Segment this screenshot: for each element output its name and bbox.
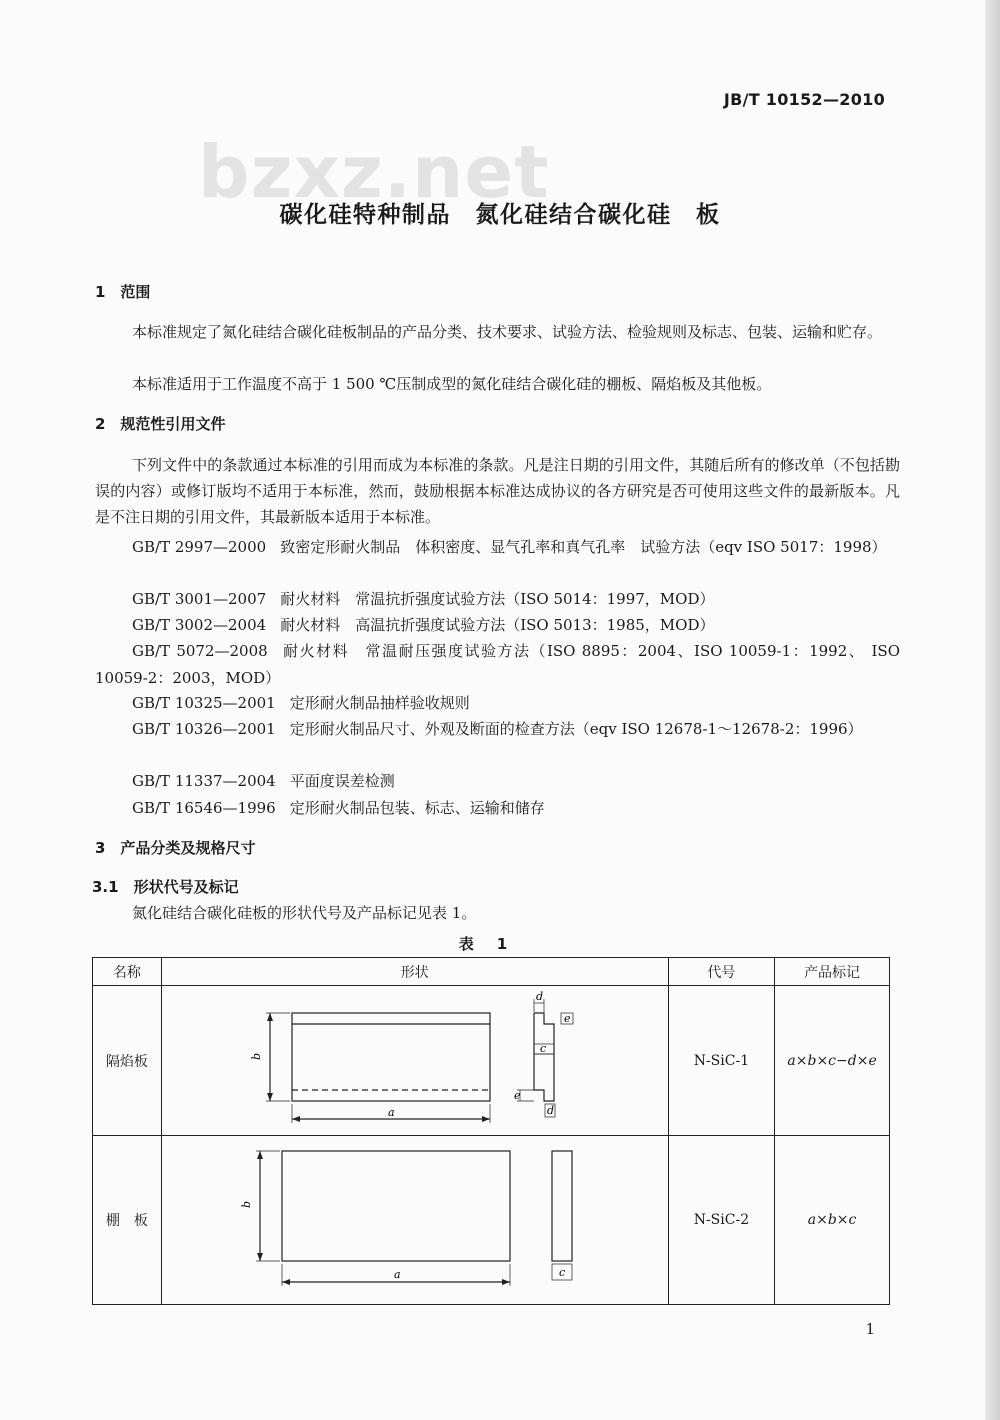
plate-outline	[292, 1013, 490, 1101]
reference-code: GB/T 10325—2001	[132, 694, 276, 712]
shape-drawing-cell	[161, 986, 668, 1136]
dim-label-a: a	[388, 1106, 395, 1119]
reference-item	[95, 768, 900, 795]
document-title: 碳化硅特种制品 氮化硅结合碳化硅 板	[279, 202, 721, 228]
dim-label-c: c	[540, 1042, 547, 1055]
table-header-row	[93, 958, 890, 986]
reference-item	[95, 795, 900, 822]
dim-label-d: d	[547, 1104, 555, 1117]
reference-item	[95, 534, 900, 561]
row-name: 棚 板	[93, 1136, 162, 1305]
table-row	[93, 986, 890, 1136]
header-name: 名称	[93, 958, 162, 986]
dim-label-e: e	[514, 1089, 521, 1102]
reference-title: 致密定形耐火制品 体积密度、显气孔率和真气孔率 试验方法（eqv ISO 5017：1998）	[280, 538, 887, 556]
reference-code: GB/T 3001—2007	[132, 590, 267, 608]
header-mark: 产品标记	[775, 958, 890, 986]
shape-drawing-cell	[161, 1136, 668, 1305]
plate-outline	[282, 1151, 510, 1261]
side-profile	[552, 1151, 572, 1261]
section-3-heading: 3 产品分类及规格尺寸	[95, 839, 256, 857]
dim-label-e: e	[564, 1012, 571, 1025]
reference-code: GB/T 11337—2004	[132, 772, 276, 790]
shape-code-table	[92, 957, 890, 1305]
reference-item	[95, 690, 900, 717]
table-caption: 表 1	[458, 935, 512, 953]
reference-title: 平面度误差检测	[289, 772, 395, 790]
reference-title: 定形耐火制品抽样验收规则	[289, 694, 470, 712]
reference-title: 定形耐火制品尺寸、外观及断面的检查方法（eqv ISO 12678-1～12678-2：1996）	[289, 720, 863, 738]
side-profile	[534, 1013, 554, 1101]
page-number: 1	[865, 1320, 875, 1338]
reference-code: GB/T 10326—2001	[132, 720, 276, 738]
section-3-1-heading: 3.1 形状代号及标记	[92, 878, 239, 896]
section-1-paragraph-2: 本标准适用于工作温度不高于 1 500 ℃压制成型的氮化硅结合碳化硅的棚板、隔焰板及其他板。	[132, 375, 772, 393]
section-2-heading: 2 规范性引用文件	[95, 415, 226, 433]
reference-item	[95, 638, 900, 692]
reference-code: GB/T 16546—1996	[132, 799, 276, 817]
reference-title: 耐火材料 高温抗折强度试验方法（ISO 5013：1985，MOD）	[280, 616, 715, 634]
reference-title: 耐火材料 常温抗折强度试验方法（ISO 5014：1997，MOD）	[280, 590, 715, 608]
reference-item	[95, 716, 900, 743]
reference-code: GB/T 5072—2008	[132, 642, 268, 660]
row-name: 隔焰板	[93, 986, 162, 1136]
dim-label-b: b	[250, 1052, 264, 1060]
section-3-paragraph-1: 氮化硅结合碳化硅板的形状代号及产品标记见表 1。	[132, 904, 477, 922]
section-2-paragraph-1: 下列文件中的条款通过本标准的引用而成为本标准的条款。凡是注日期的引用文件，其随后所有的修改单（不包括勘误的内容）或修订版均不适用于本标准，然而，鼓励根据本标准达成协议的各方研究是否可使用这些文件的最新版本。凡是不注日期的引用文件，其最新版本适用于本标准。	[95, 456, 900, 526]
row-mark: a×b×c−d×e	[775, 986, 890, 1136]
dim-label-d: d	[536, 990, 544, 1003]
standard-number: JB/T 10152—2010	[723, 90, 885, 109]
header-code: 代号	[668, 958, 774, 986]
table-row	[93, 1136, 890, 1305]
header-shape: 形状	[161, 958, 668, 986]
kiln-shelf-drawing	[162, 1136, 667, 1300]
reference-code: GB/T 2997—2000	[132, 538, 267, 556]
reference-title: 定形耐火制品包装、标志、运输和储存	[289, 799, 545, 817]
baffle-plate-drawing	[162, 986, 667, 1131]
reference-title: 耐火材料 常温耐压强度试验方法（ISO 8895：2004、ISO 10059-1：1992、 ISO 10059-2：2003，MOD）	[95, 642, 900, 687]
section-1-heading: 1 范围	[95, 283, 151, 301]
row-code: N-SiC-2	[668, 1136, 774, 1305]
dim-label-b: b	[240, 1200, 254, 1208]
dim-label-a: a	[394, 1268, 401, 1281]
reference-item	[95, 612, 900, 639]
page-edge-shadow	[985, 0, 1000, 1420]
section-1-paragraph-1: 本标准规定了氮化硅结合碳化硅板制品的产品分类、技术要求、试验方法、检验规则及标志、包装、运输和贮存。	[132, 323, 883, 341]
reference-code: GB/T 3002—2004	[132, 616, 267, 634]
row-code: N-SiC-1	[668, 986, 774, 1136]
reference-item	[95, 586, 900, 613]
row-mark: a×b×c	[775, 1136, 890, 1305]
dim-label-c: c	[559, 1266, 566, 1279]
watermark: bzxz.net	[198, 130, 550, 214]
